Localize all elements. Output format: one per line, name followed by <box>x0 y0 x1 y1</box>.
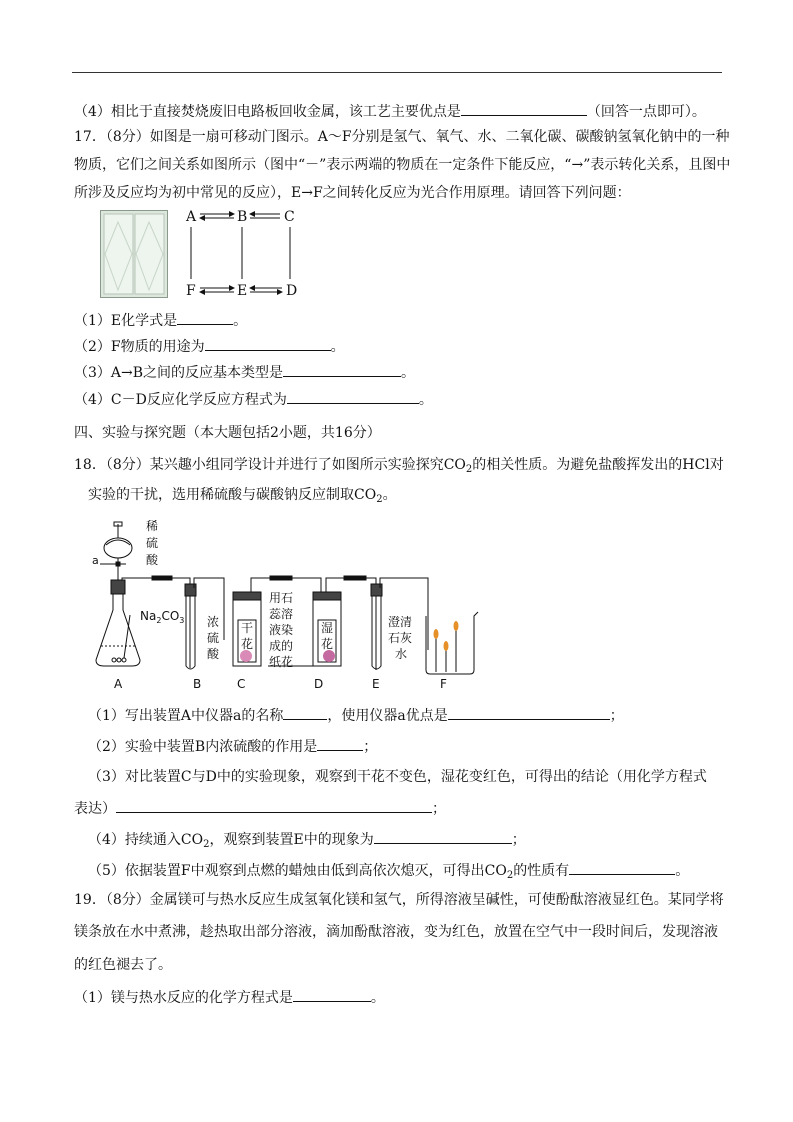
q17-stem-line3: 所涉及反应均为初中常见的反应），E→F之间转化反应为光合作用原理。请回答下列问题： <box>74 185 631 201</box>
q19-stem-line1: 19．（8分）金属镁可与热水反应生成氢氧化镁和氢气，所得溶液呈碱性，可使酚酞溶液显红色。某同学将 <box>74 892 724 908</box>
section-heading: 四、实验与探究题（本大题包括2小题，共16分） <box>74 425 381 441</box>
answer-blank[interactable] <box>177 310 233 325</box>
q19-stem-line3: 的红色褪去了。 <box>74 957 172 973</box>
q17-stem-line2: 物质，它们之间关系如图所示（图中“－”表示两端的物质在一定条件下能反应，“→”表示转化关系，且图中 <box>74 157 731 173</box>
q17-stem-line1: 17．（8分）如图是一扇可移动门图示。A～F分别是氢气、氧气、水、二氧化碳、碳酸钠氢氧化钠中的一种 <box>74 129 730 145</box>
answer-blank[interactable] <box>461 101 587 116</box>
node-c: C <box>284 209 295 225</box>
label-d-2: 花 <box>321 637 334 651</box>
label-c-2: 花 <box>241 637 254 651</box>
answer-blank[interactable] <box>317 736 363 751</box>
q18-part3-line1: （3）对比装置C与D中的实验现象，观察到干花不变色，湿花变红色，可得出的结论（用化学方程式 <box>88 769 707 785</box>
label-device-a: A <box>114 677 123 691</box>
label-acid-1: 稀 <box>146 520 159 533</box>
label-e-1: 澄清 <box>388 615 413 629</box>
header-rule <box>72 72 722 73</box>
label-device-c: C <box>237 677 246 691</box>
answer-blank[interactable] <box>283 362 401 377</box>
q17-part2: （2）F物质的用途为 。 <box>74 336 345 357</box>
label-b-1: 浓 <box>207 615 220 629</box>
q18-part5: （5）依据装置F中观察到点燃的蜡烛由低到高依次熄灭，可得出$CO_2$的性质有 。 <box>88 860 689 881</box>
experiment-apparatus <box>86 520 486 692</box>
label-b-2: 硫 <box>207 631 220 645</box>
label-b-3: 酸 <box>207 647 220 661</box>
label-d-1: 湿 <box>321 621 334 635</box>
node-b: B <box>237 209 248 225</box>
label-acid-3: 酸 <box>146 553 159 567</box>
label-paper-1: 用石 <box>269 591 294 605</box>
answer-blank[interactable] <box>569 860 675 875</box>
label-na2co3: $Na_2CO_3$ <box>140 609 185 625</box>
label-e-3: 水 <box>395 647 408 661</box>
label-device-f: F <box>440 677 447 691</box>
answer-blank[interactable] <box>116 798 432 813</box>
label-a: a <box>92 554 99 567</box>
label-paper-4: 成的 <box>269 639 294 653</box>
node-a: A <box>186 209 197 225</box>
q17-part3: （3）A→B之间的反应基本类型是 。 <box>74 362 415 383</box>
q16-part4: （4）相比于直接焚烧废旧电路板回收金属，该工艺主要优点是 （回答一点即可）。 <box>74 101 706 122</box>
node-e: E <box>237 283 248 299</box>
label-device-d: D <box>314 677 324 691</box>
node-d: D <box>286 283 298 299</box>
label-device-b: B <box>193 677 202 691</box>
answer-blank[interactable] <box>205 336 331 351</box>
q18-part2: （2）实验中装置B内浓硫酸的作用是 ； <box>88 736 377 757</box>
q17-part1: （1）E化学式是 。 <box>74 310 247 331</box>
q18-part4: （4）持续通入$CO_2$，观察到装置E中的现象为 ； <box>88 829 526 850</box>
q18-part3-line2: 表达） ； <box>74 798 446 819</box>
relationship-diagram <box>180 205 310 301</box>
sliding-door-image <box>100 210 168 298</box>
q18-stem-line1: 18．（8分）某兴趣小组同学设计并进行了如图所示实验探究$CO_2$的相关性质。为避免盐酸挥发出的HCl对 <box>74 457 724 475</box>
q19-stem-line2: 镁条放在水中煮沸，趁热取出部分溶液，滴加酚酞溶液，变为红色，放置在空气中一段时间后，发现溶液 <box>74 924 718 940</box>
label-e-2: 石灰 <box>388 631 413 645</box>
q19-part1: （1）镁与热水反应的化学方程式是 。 <box>74 987 385 1008</box>
q18-stem-line2: 实验的干扰，选用稀硫酸与碳酸钠反应制取$CO_2$。 <box>88 487 397 505</box>
label-paper-2: 蕊溶 <box>269 607 294 621</box>
label-paper-3: 液染 <box>269 623 294 637</box>
label-paper-5: 纸花 <box>269 655 294 669</box>
answer-blank[interactable] <box>287 389 419 404</box>
node-f: F <box>186 283 196 299</box>
answer-blank[interactable] <box>293 987 371 1002</box>
label-c-1: 干 <box>241 621 254 635</box>
label-acid-2: 硫 <box>146 536 159 550</box>
label-device-e: E <box>372 677 380 691</box>
answer-blank[interactable] <box>283 705 327 720</box>
answer-blank[interactable] <box>448 705 610 720</box>
q18-part1: （1）写出装置A中仪器a的名称 ，使用仪器a优点是 ； <box>88 705 624 726</box>
answer-blank[interactable] <box>374 829 512 844</box>
q17-part4: （4）C－D反应化学反应方程式为 。 <box>74 389 433 410</box>
